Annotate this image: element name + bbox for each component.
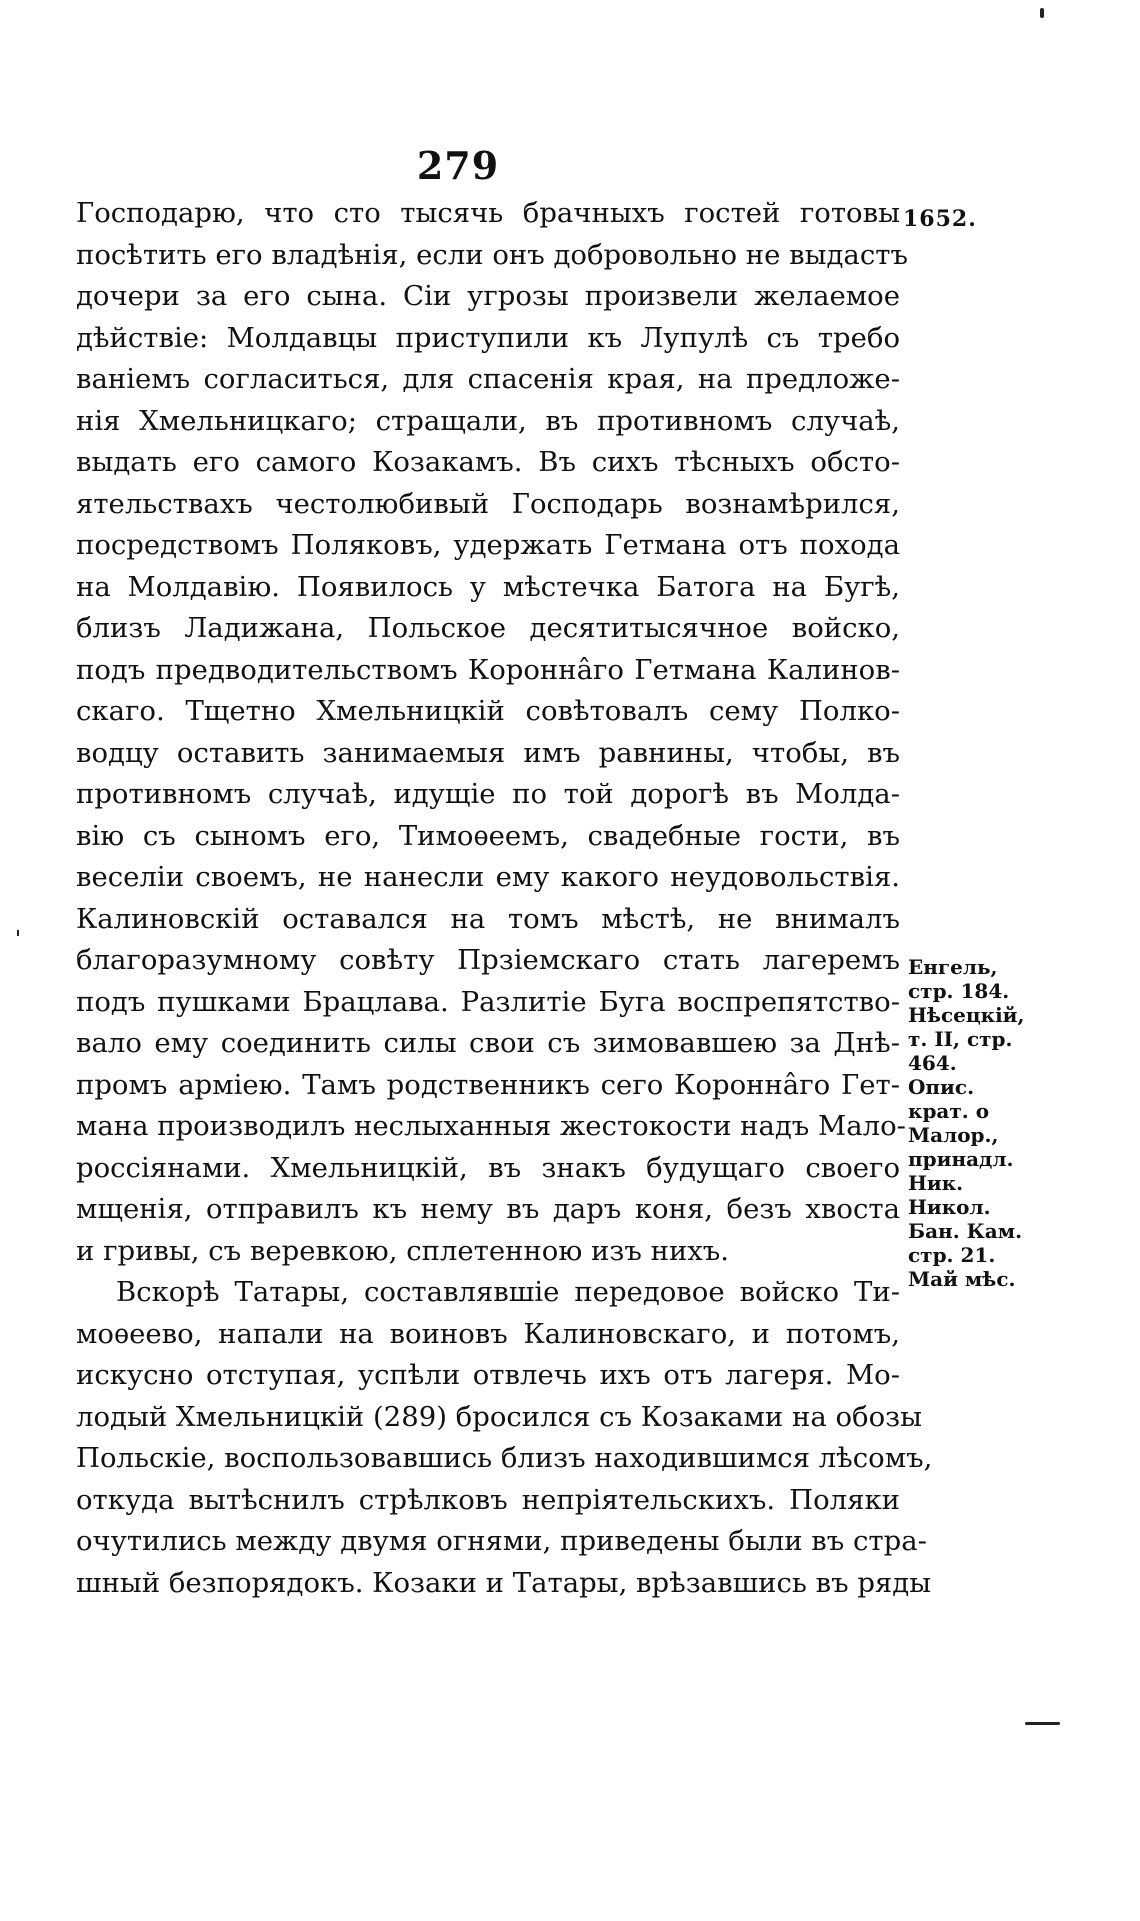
text-line: ваніемъ согласиться, для спасенія края, на предложе- [76, 363, 900, 395]
scan-speck [1040, 8, 1044, 18]
text-line: вію съ сыномъ его, Тимоѳеемъ, свадебные гости, въ [76, 819, 900, 852]
text-line: и гривы, съ веревкою, сплетенною изъ нихъ. [76, 1234, 730, 1267]
margin-note-line: Никол. [908, 1195, 991, 1219]
text-line: водцу оставить занимаемыя имъ равнины, чтобы, въ [76, 736, 900, 769]
text-line: на Молдавію. Появилось у мѣстечка Батога на Бугѣ, [76, 570, 900, 603]
text-line: скаго. Тщетно Хмельницкій совѣтовалъ сему Полко- [76, 695, 900, 727]
text-line: Калиновскій оставался на томъ мѣстѣ, не внималъ [76, 902, 900, 935]
text-line: подъ пушками Брацлава. Разлитіе Буга воспрепятство- [76, 985, 900, 1018]
margin-note-line: 464. [908, 1051, 957, 1075]
margin-note-line: стр. 21. [908, 1243, 996, 1267]
text-line: посредствомъ Поляковъ, удержать Гетмана отъ похода [76, 529, 900, 561]
text-line: мана производилъ неслыханныя жестокости надъ Мало- [76, 1110, 906, 1142]
margin-note-line: Бан. Кам. [908, 1219, 1023, 1243]
scan-mark [1025, 1722, 1060, 1725]
text-line: выдать его самого Козакамъ. Въ сихъ тѣсныхъ обсто- [76, 446, 900, 478]
text-line: дочери за его сына. Сіи угрозы произвели желаемое [76, 280, 900, 312]
margin-year-note: 1652. [903, 206, 977, 232]
text-line: искусно отступая, успѣли отвлечь ихъ отъ лагеря. Мо- [76, 1359, 900, 1391]
page-number: 279 [416, 143, 500, 188]
margin-citations [908, 955, 1038, 1291]
text-line: россіянами. Хмельницкій, въ знакъ будущаго своего [76, 1151, 900, 1184]
text-line: мщенія, отправилъ къ нему въ даръ коня, безъ хвоста [76, 1193, 900, 1225]
text-line: подъ предводительствомъ Коронна̂го Гетмана Калинов- [76, 653, 900, 686]
text-line: ятельствахъ честолюбивый Господарь вознамѣрился, [76, 487, 900, 520]
text-line: дѣйствіе: Молдавцы приступили къ Лупулѣ съ требо [76, 321, 900, 354]
margin-note-line: Опис. [908, 1075, 975, 1099]
text-line: Польскіе, воспользовавшись близъ находившимся лѣсомъ, [76, 1442, 933, 1474]
text-line: очутились между двумя огнями, приведены были въ стра- [76, 1525, 927, 1557]
text-line: противномъ случаѣ, идущіе по той дорогѣ въ Молда- [76, 778, 900, 810]
text-line: лодый Хмельницкій (289) бросился съ Козаками на обозы [76, 1400, 923, 1433]
margin-note-line: Ник. [908, 1171, 964, 1195]
text-line: моѳеево, напали на воиновъ Калиновскаго, и потомъ, [76, 1317, 900, 1350]
margin-note-line: Малор., [908, 1123, 999, 1147]
text-line: веселіи своемъ, не нанесли ему какого неудовольствія. [76, 861, 900, 893]
paragraph-start-line: Вскорѣ Татары, составлявшіе передовое войско Ти- [116, 1276, 900, 1308]
margin-note-line: Май мѣс. [908, 1267, 1016, 1291]
margin-note-line: стр. 184. [908, 979, 1010, 1003]
text-line: промъ арміею. Тамъ родственникъ сего Коронна̂го Гет- [76, 1068, 900, 1101]
margin-note-line: т. II, стр. [908, 1027, 1013, 1051]
text-line: посѣтить его владѣнія, если онъ добровольно не выдастъ [76, 238, 908, 271]
text-line: шный безпорядокъ. Козаки и Татары, врѣзавшись въ ряды [76, 1566, 932, 1599]
text-line: благоразумному совѣту Прзіемскаго стать лагеремъ [76, 944, 900, 976]
margin-note-line: крат. о [908, 1099, 990, 1123]
text-line: Господарю, что сто тысячь брачныхъ гостей готовы [76, 197, 900, 229]
margin-note-line: Нѣсецкій, [908, 1003, 1025, 1027]
text-line: нія Хмельницкаго; стращали, въ противномъ случаѣ, [76, 404, 900, 437]
margin-note-line: принадл. [908, 1147, 1014, 1171]
scan-speck [17, 930, 19, 936]
text-line: вало ему соединить силы свои съ зимовавшею за Днѣ- [76, 1027, 900, 1059]
text-line: близъ Ладижана, Польское десятитысячное войско, [76, 612, 900, 644]
text-line: откуда вытѣснилъ стрѣлковъ непріятельскихъ. Поляки [76, 1483, 900, 1516]
margin-note-line: Енгель, [908, 955, 998, 979]
